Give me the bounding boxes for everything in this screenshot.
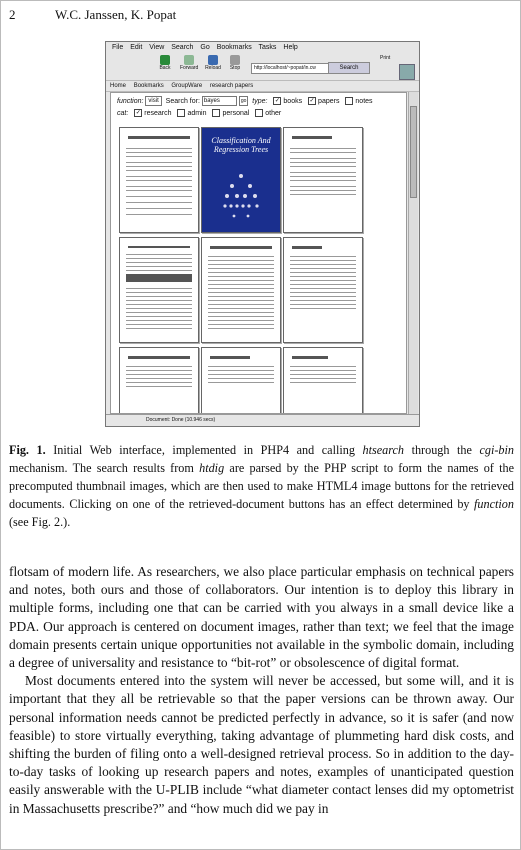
type-papers-label: papers <box>318 98 340 105</box>
stop-icon <box>230 55 240 65</box>
cat-admin-checkbox <box>177 109 185 117</box>
body-text <box>9 563 514 818</box>
groupware-link: GroupWare <box>171 83 203 89</box>
figure-label: Fig. 1. <box>9 443 46 457</box>
back-button: Back <box>156 55 174 75</box>
cat-research-label: research <box>144 110 172 117</box>
reload-button: Reload <box>204 55 222 75</box>
browser-menubar <box>106 42 419 53</box>
cat-admin-label: admin <box>187 110 207 117</box>
type-notes-label: notes <box>355 98 373 105</box>
type-label: type: <box>252 98 268 105</box>
status-bar: Document: Done (10.946 secs) <box>106 414 419 426</box>
thumbnail-doc <box>283 237 363 343</box>
browser-toolbar <box>106 54 419 78</box>
search-for-label: Search for: <box>165 98 200 105</box>
type-notes-checkbox <box>345 97 353 105</box>
thumbnail-book-cover <box>201 127 281 233</box>
reload-icon <box>208 55 218 65</box>
stop-button: Stop <box>226 55 244 75</box>
type-papers-checkbox: ✓ <box>309 98 315 105</box>
authors: W.C. Janssen, K. Popat <box>55 7 177 22</box>
function-select: visit <box>145 96 161 106</box>
thumbnail-doc <box>283 127 363 233</box>
figure-screenshot <box>105 41 420 427</box>
thumbnail-doc <box>119 127 199 233</box>
cat-label: cat: <box>117 110 129 117</box>
paragraph-2: Most documents entered into the system will never be accessed, but some will, and it is important that they all be retrievable so that the paper versions can be thrown away. Our personal information needs cannot be predicted perfectly in advance, so it is safer (and now feasible) to store virtually everything, taking advantage of plummeting hard disk costs, and shifting the burden of filing onto a well-designed retrieval process. So in addition to the day-to-day tasks of looking up research papers and notes, examples of unanticipated question easily answerable with the U-PLIB include “what diameter contact lenses did my optometrist in Massachusetts prescribe?” and “how much did we pay in <box>9 673 514 816</box>
cat-other-label: other <box>265 110 282 117</box>
search-input: bayes <box>202 96 237 106</box>
personal-toolbar <box>106 80 419 92</box>
print-label: Print <box>380 55 391 61</box>
type-books-label: books <box>283 98 303 105</box>
forward-button: Forward <box>180 55 198 75</box>
cover-title: Classification And Regression Trees <box>211 136 271 154</box>
menu-tasks: Tasks <box>258 44 277 51</box>
menu-view: View <box>149 44 165 51</box>
tree-diagram-icon <box>222 172 260 222</box>
menu-search: Search <box>171 44 194 51</box>
cat-research-checkbox: ✓ <box>135 110 141 117</box>
thumbnail-doc <box>119 347 199 414</box>
menu-file: File <box>112 44 124 51</box>
go-button: go <box>240 98 247 105</box>
thumbnail-doc <box>119 237 199 343</box>
cat-personal-checkbox <box>212 109 220 117</box>
bookmarks-link: Bookmarks <box>133 83 164 89</box>
browser-content <box>110 92 407 414</box>
cat-personal-label: personal <box>222 110 250 117</box>
thumbnail-doc <box>283 347 363 414</box>
paragraph-1: flotsam of modern life. As researchers, we also place particular emphasis on technical papers and notes, both ours and those of collaborators. Our intention is to deploy this library in multiple forms, including one that can be carried with you always in a small device like a PDA. Our approach is centered on document images, rather than text; we feel that the image domain presents certain unique opportunities not available in the symbolic domain, including a degree of universality and resistance to “bit-rot” or obsolescence of digital format. <box>9 564 514 671</box>
type-books-checkbox: ✓ <box>274 98 280 105</box>
page-number: 2 <box>9 7 16 22</box>
thumbnail-doc <box>201 347 281 414</box>
cat-other-checkbox <box>255 109 263 117</box>
browser-logo-icon <box>399 64 415 80</box>
home-link: Home <box>110 83 127 89</box>
url-field: http://localhost/~popat/in.cw <box>251 63 329 74</box>
browser-search-button: Search <box>328 62 370 74</box>
search-form <box>117 96 402 120</box>
function-label: function: <box>117 98 144 105</box>
menu-go: Go <box>200 44 210 51</box>
menu-help: Help <box>283 44 298 51</box>
figure-caption: Fig. 1. Initial Web interface, implemented in PHP4 and calling htsearch through the cgi-bin mechanism. The search results from htdig are parsed by the PHP script to form the names of the precomputed thumbnail images, which are then used to make HTML4 image buttons for the retrieved documents. Clicking on one of the retrieved-document buttons has an effect determined by function (see Fig. 2.). <box>9 443 515 529</box>
scrollbar <box>408 92 418 414</box>
forward-arrow-icon <box>184 55 194 65</box>
menu-bookmarks: Bookmarks <box>216 44 252 51</box>
menu-edit: Edit <box>130 44 143 51</box>
thumbnail-doc <box>201 237 281 343</box>
back-arrow-icon <box>160 55 170 65</box>
research-papers-link: research papers <box>209 83 254 89</box>
